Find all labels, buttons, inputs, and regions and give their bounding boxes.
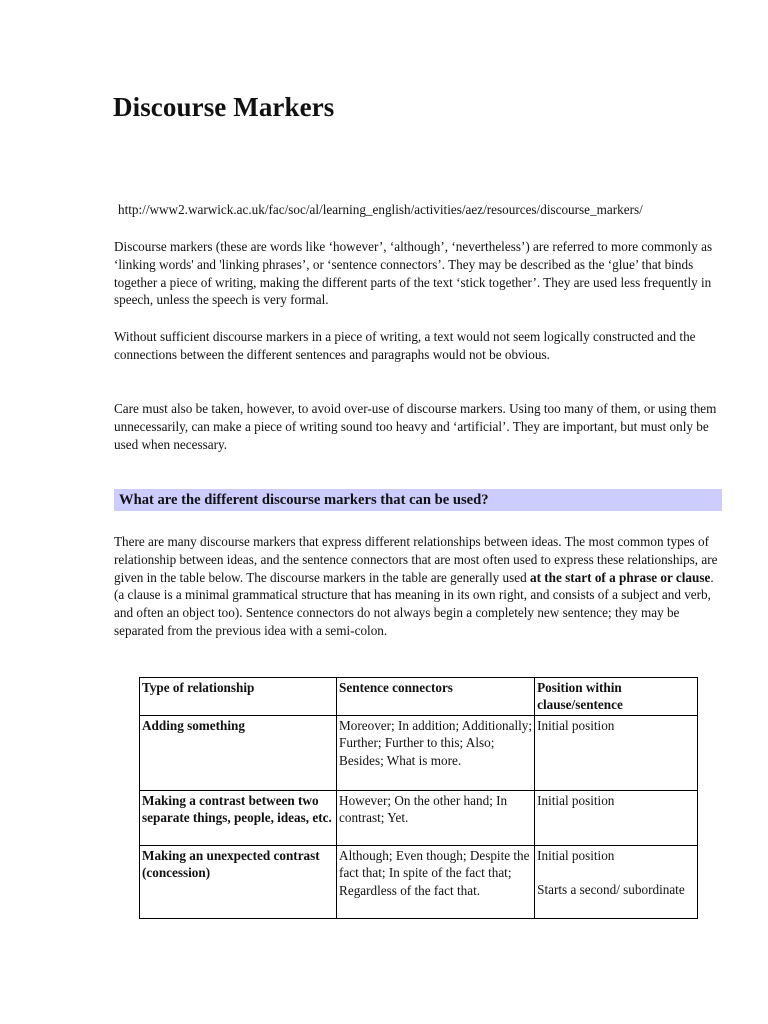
- section-heading: What are the different discourse markers that can be used?: [114, 489, 722, 511]
- connectors-cell: Although; Even though; Despite the fact that; In spite of the fact that; Regardless of the fact that.: [337, 845, 535, 918]
- relationship-type-cell: Making an unexpected contrast (concession): [140, 845, 337, 918]
- header-type: Type of relationship: [140, 678, 337, 716]
- position-cell: Initial position: [535, 790, 698, 845]
- paragraph-definition: Discourse markers (these are words like ‘however’, ‘although’, ‘nevertheless’) are referred to more commonly as ‘linking words' and 'linking phrases’, or ‘sentence connectors’. They may be described as the ‘glue’ that binds together a piece of writing, making the different parts of the text ‘stick together’. They are used less frequently in speech, unless the speech is very formal.: [114, 239, 713, 308]
- table-row: [140, 790, 698, 845]
- intro-text-end: . (a clause is a minimal grammatical structure that has meaning in its own right, and consists of a subject and verb, and often an object too). Sentence connectors do not always begin a completely new sentence; they may be separated from the previous idea with a semi-colon.: [114, 569, 714, 638]
- relationship-type-cell: Adding something: [140, 715, 337, 790]
- paragraph-intro: [114, 533, 724, 640]
- position-cell: [535, 845, 698, 918]
- connectors-cell: However; On the other hand; In contrast; Yet.: [337, 790, 535, 845]
- position-text: Initial position: [537, 847, 615, 863]
- paragraph-importance: Without sufficient discourse markers in a piece of writing, a text would not seem logically constructed and the connections between the different sentences and paragraphs would not be obvious.: [114, 329, 696, 362]
- header-position: Position within clause/sentence: [535, 678, 698, 716]
- table-row: [140, 715, 698, 790]
- connectors-cell: Moreover; In addition; Additionally; Further; Further to this; Also; Besides; What is more.: [337, 715, 535, 790]
- page-title: Discourse Markers: [113, 92, 335, 122]
- position-extra-text: Starts a second/ subordinate: [537, 882, 685, 898]
- position-spacer: [537, 864, 695, 881]
- position-cell: Initial position: [535, 715, 698, 790]
- table-row: [140, 845, 698, 918]
- relationship-type-cell: Making a contrast between two separate things, people, ideas, etc.: [140, 790, 337, 845]
- intro-text-start: There are many discourse markers that express different relationships between ideas. The most common types of relationship between ideas, and the sentence connectors that are most often used to express these relationships, are given in the table below. The discourse markers in the table are generally used: [114, 534, 718, 585]
- header-connectors: Sentence connectors: [337, 678, 535, 716]
- paragraph-overuse-warning: Care must also be taken, however, to avoid over-use of discourse markers. Using too many of them, or using them unnecessarily, can make a piece of writing sound too heavy and ‘artificial’. They are important, but must only be used when necessary.: [114, 401, 717, 452]
- source-url: http://www2.warwick.ac.uk/fac/soc/al/learning_english/activities/aez/resources/discourse_markers/: [118, 202, 643, 217]
- connectors-table: [139, 677, 698, 919]
- intro-bold-phrase: at the start of a phrase or clause: [530, 569, 711, 585]
- table-header-row: [140, 678, 698, 716]
